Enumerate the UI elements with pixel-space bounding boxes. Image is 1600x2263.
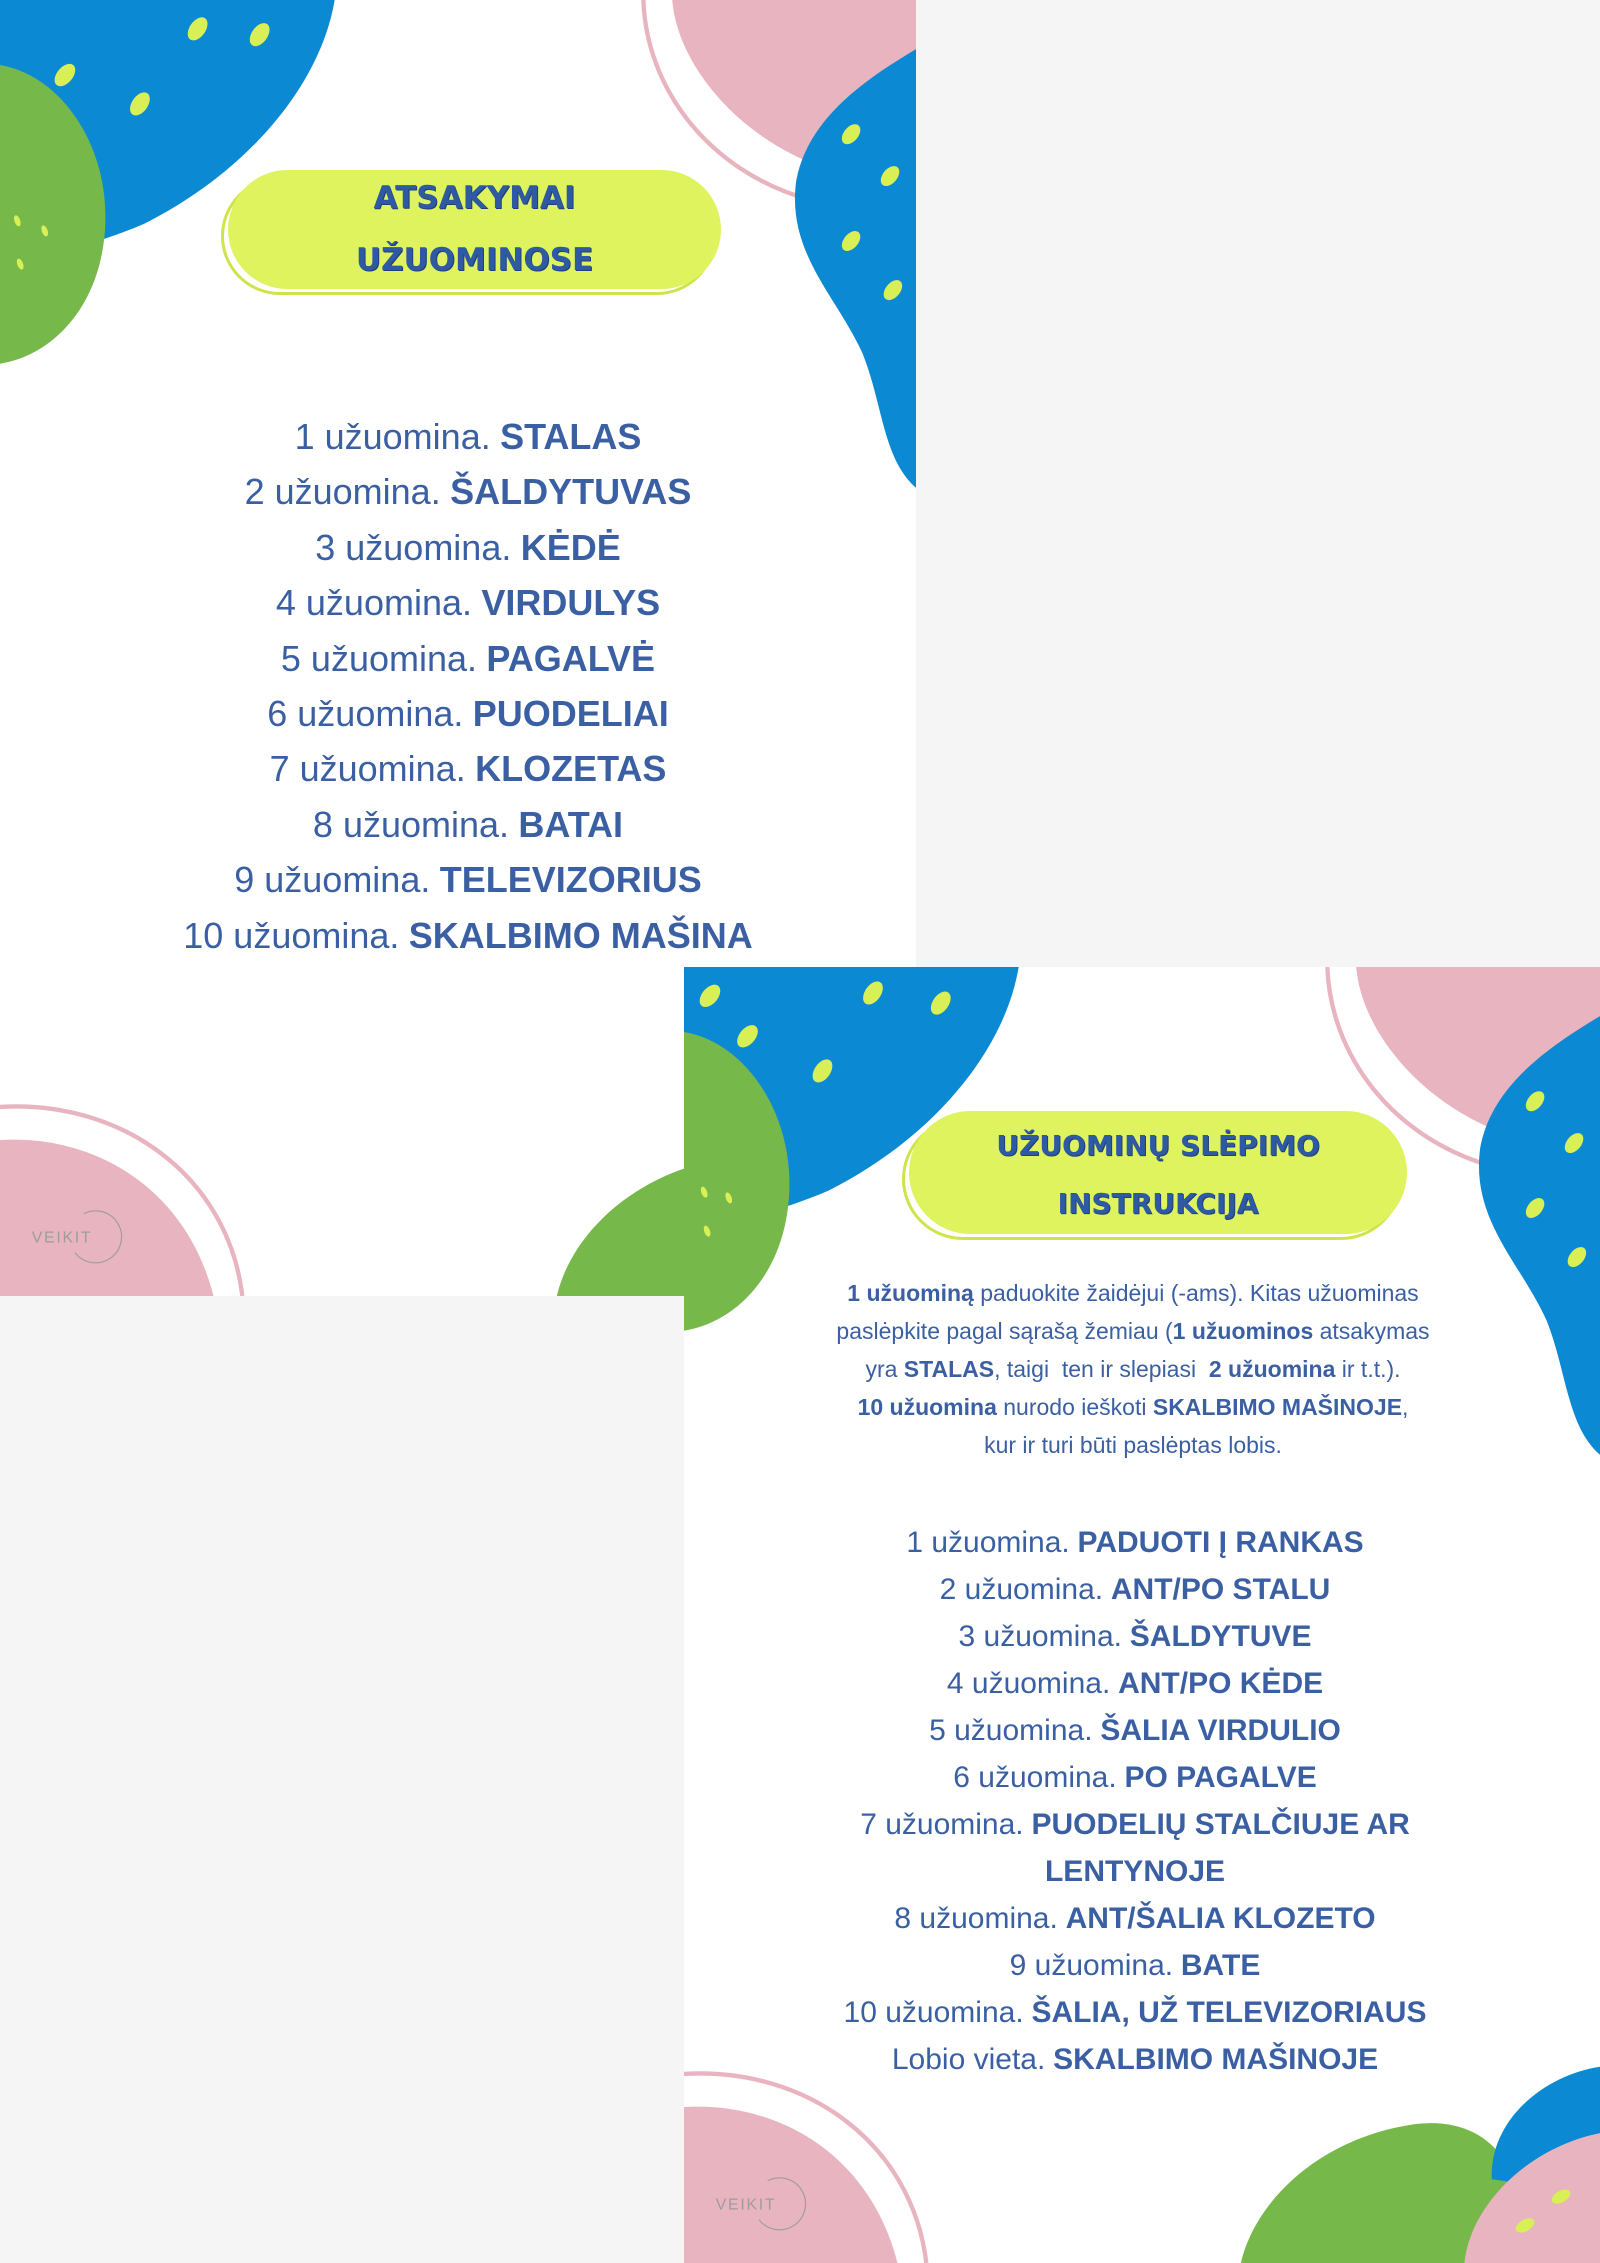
page-title xyxy=(228,167,721,291)
clue-hiding-place: ANT/PO STALU xyxy=(1110,1573,1331,1606)
clue-label: 5 užuomina. xyxy=(929,1714,1093,1747)
clue-answer: VIRDULYS xyxy=(481,582,661,624)
list-item xyxy=(684,1660,1586,1707)
clue-hiding-place: ANT/PO KĖDE xyxy=(1118,1667,1324,1700)
instructions-bold-text: 1 užuominos xyxy=(1172,1318,1314,1344)
clue-label: 6 užuomina. xyxy=(953,1761,1117,1794)
list-item xyxy=(20,741,916,796)
clue-answer: SKALBIMO MAŠINA xyxy=(408,914,753,956)
pink-blob-bottom-left xyxy=(684,2107,897,2263)
clue-label: 1 užuomina. xyxy=(294,416,491,457)
clue-label: 2 užuomina. xyxy=(939,1573,1104,1606)
clue-hiding-place: ŠALIA, UŽ TELEVIZORIAUS xyxy=(1031,1996,1427,2029)
instructions-text: nurodo ieškoti xyxy=(996,1394,1153,1420)
clue-label: 8 užuomina. xyxy=(894,1902,1058,1935)
list-item xyxy=(684,1801,1586,1848)
list-item xyxy=(684,1895,1586,1942)
logo-text: VEIKIT xyxy=(715,2196,777,2214)
instructions-bold-text: SKALBIMO MAŠINOJE xyxy=(1152,1394,1403,1420)
instructions-line xyxy=(684,1426,1582,1464)
list-item xyxy=(20,908,916,963)
answers-list xyxy=(20,409,916,963)
clue-label: 8 užuomina. xyxy=(312,803,510,845)
clue-hiding-place: ŠALIA VIRDULIO xyxy=(1100,1714,1341,1747)
instructions-text: , xyxy=(1402,1394,1409,1420)
clue-hiding-place: PUODELIŲ STALČIUJE AR xyxy=(1031,1808,1410,1841)
list-item xyxy=(684,1707,1586,1754)
clue-label: 3 užuomina. xyxy=(315,526,512,568)
instructions-text: ir t.t.). xyxy=(1335,1356,1401,1382)
hiding-places-list xyxy=(684,1519,1586,2083)
list-item-continuation xyxy=(684,1848,1586,1895)
list-item xyxy=(684,1519,1586,1566)
clue-label: 6 užuomina. xyxy=(267,693,464,735)
list-item xyxy=(20,520,916,575)
clue-label: 10 užuomina. xyxy=(183,914,400,956)
instructions-text: kur ir turi būti paslėptas lobis. xyxy=(984,1432,1282,1458)
logo-text: VEIKIT xyxy=(31,1229,93,1247)
instructions-bold-text: 2 užuomina xyxy=(1208,1356,1336,1382)
list-item xyxy=(20,409,916,464)
instructions-bold-text: 1 užuominą xyxy=(847,1280,974,1306)
clue-label: 5 užuomina. xyxy=(280,637,478,679)
title-line: UŽUOMINŲ SLĖPIMO xyxy=(996,1129,1320,1162)
treasure-place: SKALBIMO MAŠINOJE xyxy=(1053,2043,1379,2076)
clue-hiding-place: LENTYNOJE xyxy=(1044,1855,1226,1888)
instructions-bold-text: STALAS xyxy=(903,1356,995,1382)
list-item xyxy=(684,1613,1586,1660)
title-line: INSTRUKCIJA xyxy=(1057,1187,1259,1220)
list-item xyxy=(20,631,916,686)
pink-blob-bottom-left xyxy=(0,1140,213,1296)
list-item xyxy=(684,1754,1586,1801)
clue-answer: ŠALDYTUVAS xyxy=(450,471,692,513)
clue-label: 4 užuomina. xyxy=(946,1667,1111,1700)
clue-hiding-place: PADUOTI Į RANKAS xyxy=(1077,1526,1364,1559)
instructions-line xyxy=(684,1350,1582,1388)
page-title xyxy=(909,1117,1407,1233)
clue-answer: BATAI xyxy=(518,803,624,845)
clue-answer: TELEVIZORIUS xyxy=(439,859,702,901)
list-item xyxy=(20,797,916,852)
clue-label: 7 užuomina. xyxy=(860,1808,1024,1841)
clue-label: 2 užuomina. xyxy=(244,471,441,513)
list-item xyxy=(684,1942,1586,1989)
treasure-location xyxy=(684,2036,1586,2083)
treasure-label: Lobio vieta. xyxy=(891,2043,1046,2076)
instructions-text: yra xyxy=(865,1356,904,1382)
clue-label: 9 užuomina. xyxy=(234,859,431,901)
title-line: ATSAKYMAI xyxy=(373,180,576,216)
instructions-line xyxy=(684,1388,1582,1426)
clue-answer: PUODELIAI xyxy=(472,693,669,735)
instructions-text: paduokite žaidėjui (-ams). Kitas užuominas xyxy=(973,1280,1419,1306)
clue-label: 1 užuomina. xyxy=(906,1526,1070,1559)
clue-label: 3 užuomina. xyxy=(958,1620,1122,1653)
list-item xyxy=(20,852,916,907)
title-line: UŽUOMINOSE xyxy=(355,242,594,278)
clue-hiding-place: ANT/ŠALIA KLOZETO xyxy=(1065,1902,1376,1935)
instructions-line xyxy=(684,1312,1582,1350)
list-item xyxy=(20,575,916,630)
clue-answer: STALAS xyxy=(500,416,642,457)
list-item xyxy=(20,464,916,519)
clue-label: 10 užuomina. xyxy=(843,1996,1024,2029)
clue-label: 7 užuomina. xyxy=(269,748,466,790)
clue-answer: PAGALVĖ xyxy=(486,637,656,679)
clue-label: 4 užuomina. xyxy=(275,582,473,624)
instructions-line xyxy=(684,1274,1582,1312)
instructions-text: atsakymas xyxy=(1313,1318,1430,1344)
clue-hiding-place: BATE xyxy=(1180,1949,1261,1982)
instructions-bold-text: 10 užuomina xyxy=(857,1394,997,1420)
clue-hiding-place: PO PAGALVE xyxy=(1124,1761,1317,1794)
clue-hiding-place: ŠALDYTUVE xyxy=(1129,1620,1312,1653)
instructions-text: paslėpkite pagal sąrašą žemiau ( xyxy=(836,1318,1173,1344)
clue-answer: KĖDĖ xyxy=(520,526,621,568)
clue-answer: KLOZETAS xyxy=(475,748,667,790)
list-item xyxy=(684,1989,1586,2036)
list-item xyxy=(684,1566,1586,1613)
instructions-text: , taigi ten ir slepiasi xyxy=(994,1356,1209,1382)
clue-label: 9 užuomina. xyxy=(1009,1949,1174,1982)
hiding-instructions-card xyxy=(684,967,1600,2263)
list-item xyxy=(20,686,916,741)
instructions-paragraph xyxy=(684,1274,1582,1464)
